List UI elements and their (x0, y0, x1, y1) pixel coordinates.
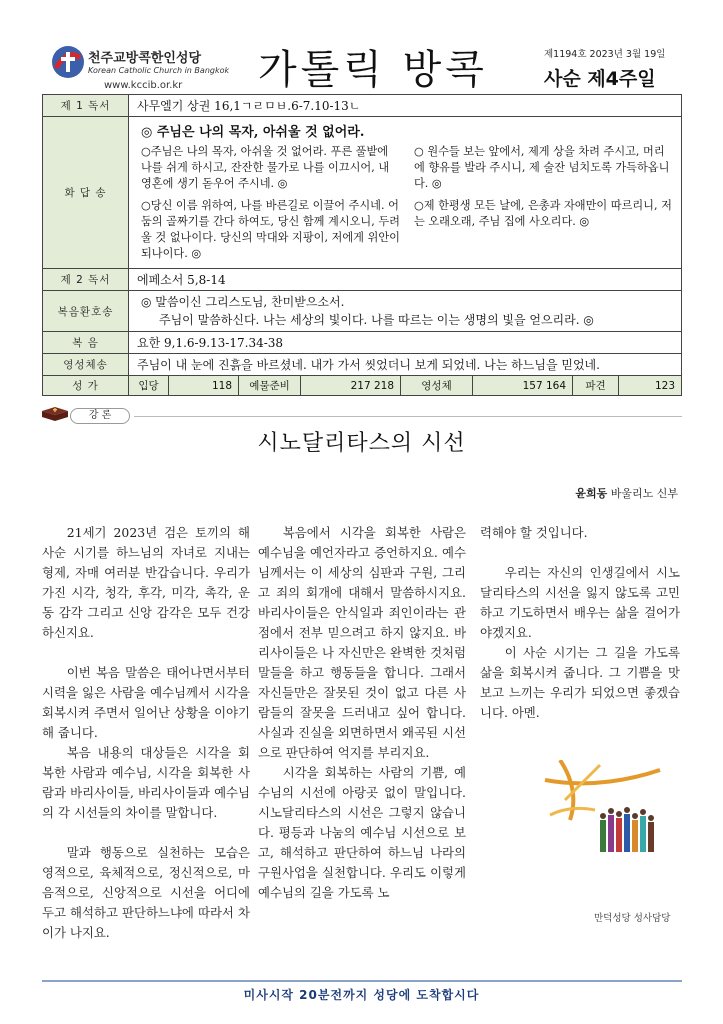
recessional-hymn-label: 파견 (573, 376, 619, 396)
acclamation-line: 주님이 말씀하신다. 나는 세상의 빛이다. 나를 따르는 이는 생명의 빛을 얻으리라. ◎ (159, 313, 594, 327)
sermon-column-2 (258, 523, 466, 903)
paragraph: 력해야 할 것입니다. (480, 525, 588, 540)
first-reading-label: 제 1 독서 (43, 95, 129, 117)
sermon-column-1 (42, 523, 250, 943)
bulletin-title: 가톨릭 방콕 (258, 47, 488, 93)
church-name-english: Korean Catholic Church in Bangkok (88, 66, 230, 75)
church-logo-icon (50, 44, 86, 80)
communion-hymn-numbers: 157 164 (473, 376, 573, 396)
entrance-hymn-label: 입당 (129, 376, 169, 396)
psalm-verse: ○당신 이름 위하여, 나를 바른길로 이끌어 주시네. 어둠의 골짜기를 간다 하여도, 당신 함께 계시오니, 두려울 것 없나이다. 당신의 막대와 지팡이, 저에게 위안이 되나이다. ◎ (141, 199, 400, 260)
section-divider (134, 416, 682, 417)
communion-antiphon-value: 주님이 내 눈에 진흙을 바르셨네. 내가 가서 씻었더니 보게 되었네. 나는 하느님을 믿었네. (129, 354, 682, 376)
issue-number-date: 제1194호 2023년 3월 19일 (544, 49, 666, 60)
first-reading-value: 사무엘기 상권 16,1ㄱㄹㅁㅂ.6-7.10-13ㄴ (129, 95, 682, 117)
acclamation-line: ◎ 말씀이신 그리스도님, 찬미받으소서. (141, 295, 345, 309)
paragraph: 복음 내용의 대상들은 시각을 회복한 사람과 예수님, 시각을 회복한 사람과 바리사이들, 바리사이들과 예수님의 각 시선들의 차이를 말합니다. (42, 745, 250, 820)
acclamation-label: 복음환호송 (43, 291, 129, 332)
author-name: 윤희동 (575, 487, 608, 500)
jesus-crowd-illustration (540, 760, 690, 860)
entrance-hymn-number: 118 (169, 376, 239, 396)
psalm-content (129, 117, 682, 269)
author-title: 바울리노 신부 (610, 487, 678, 500)
hymns-label: 성 가 (43, 376, 129, 396)
paragraph: 복음에서 시각을 회복한 사람은 예수님을 예언자라고 증언하지요. 예수님께서는 이 세상의 심판과 구원, 그리고 죄의 회개에 대해서 말씀하시지요. 바리사이들은 안식일과 죄인이라는 관점에서 전부 믿으려고 하지 않지요. 바리사이들은 나 자신만은 완벽한 것처럼 말들을 하고 행동들을 합니다. 그래서 자신들만은 잘못된 것이 없고 다른 사람들의 잘못을 드러내고 싶어 합니다. 사실과 진실을 외면하면서 왜곡된 시선으로 판단하여 억지를 부리지요. (258, 525, 466, 760)
sermon-title: 시노달리타스의 시선 (257, 431, 466, 456)
psalm-refrain: ◎ 주님은 나의 목자, 아쉬울 것 없어라. (141, 125, 365, 140)
second-reading-value: 에페소서 5,8-14 (129, 269, 682, 291)
gospel-value: 요한 9,1.6-9.13-17.34-38 (129, 332, 682, 354)
paragraph: 이 사순 시기는 그 길을 가도록 삶을 회복시켜 줍니다. 그 기쁨을 맛보고 느끼는 우리가 되었으면 좋겠습니다. 아멘. (480, 645, 680, 720)
sermon-tab: 강 론 (70, 408, 130, 424)
psalm-verse: ○주님은 나의 목자, 아쉬울 것 없어라. 푸른 풀밭에 나를 쉬게 하시고, 잔잔한 물가로 나를 이끄시어, 내 영혼에 생기 돋우어 주시네. ◎ (141, 145, 390, 190)
sermon-column-3 (480, 523, 680, 723)
acclamation-content (129, 291, 682, 332)
recessional-hymn-number: 123 (619, 376, 682, 396)
sermon-author (575, 485, 678, 501)
church-name: 천주교방콕한인성당 (88, 51, 202, 66)
paragraph: 이번 복음 말씀은 태어나면서부터 시력을 잃은 사람을 예수님께서 시각을 회복시켜 주면서 일어난 상황을 이야기해 줍니다. (42, 665, 250, 740)
paragraph: 21세기 2023년 검은 토끼의 해 사순 시기를 하느님의 자녀로 지내는 형제, 자매 여러분 반갑습니다. 우리가 가진 시각, 청각, 후각, 미각, 촉각, 운동 감각 그리고 신앙 감각은 모두 건강하신지요. (42, 525, 250, 640)
psalm-verse: ○ 원수들 보는 앞에서, 제게 상을 차려 주시고, 머리에 향유를 발라 주시니, 제 술잔 넘치도록 가득하옵니다. ◎ (414, 145, 670, 190)
church-website[interactable]: www.kccib.or.kr (104, 80, 183, 91)
communion-antiphon-label: 영성체송 (43, 354, 129, 376)
illustration-credit: 만덕성당 성사담당 (594, 913, 671, 924)
psalm-verse: ○제 한평생 모든 날에, 은총과 자애만이 따르리니, 저는 오래오래, 주님 집에 사오리다. ◎ (414, 199, 672, 228)
communion-hymn-label: 영성체 (401, 376, 473, 396)
liturgy-table (42, 94, 682, 396)
bible-icon (40, 405, 70, 425)
second-reading-label: 제 2 독서 (43, 269, 129, 291)
offertory-hymn-label: 예물준비 (239, 376, 301, 396)
footer-divider (42, 980, 682, 982)
footer-notice: 미사시작 20분전까지 성당에 도착합시다 (243, 988, 480, 1002)
offertory-hymn-numbers: 217 218 (301, 376, 401, 396)
psalm-label: 화 답 송 (43, 117, 129, 269)
paragraph: 시각을 회복하는 사람의 기쁨, 예수님의 시선에 아랑곳 없이 말입니다. 시노달리타스의 시선은 그렇지 않습니다. 평등과 나눔의 예수님 시선으로 보고, 해석하고 판단하여 하느님 나라의 구원사업을 실천합니다. 우리도 이렇게 예수님의 길을 가도록 노 (258, 765, 466, 900)
paragraph: 우리는 자신의 인생길에서 시노달리타스의 시선을 잃지 않도록 고민하고 기도하면서 배우는 삶을 걸어가야겠지요. (480, 565, 680, 640)
liturgical-week: 사순 제4주일 (544, 68, 656, 90)
gospel-label: 복 음 (43, 332, 129, 354)
paragraph: 말과 행동으로 실천하는 모습은 영적으로, 육체적으로, 정신적으로, 마음적으로, 신앙적으로 시선을 어디에 두고 해석하고 판단하느냐에 따라서 차이가 나지요. (42, 845, 250, 940)
